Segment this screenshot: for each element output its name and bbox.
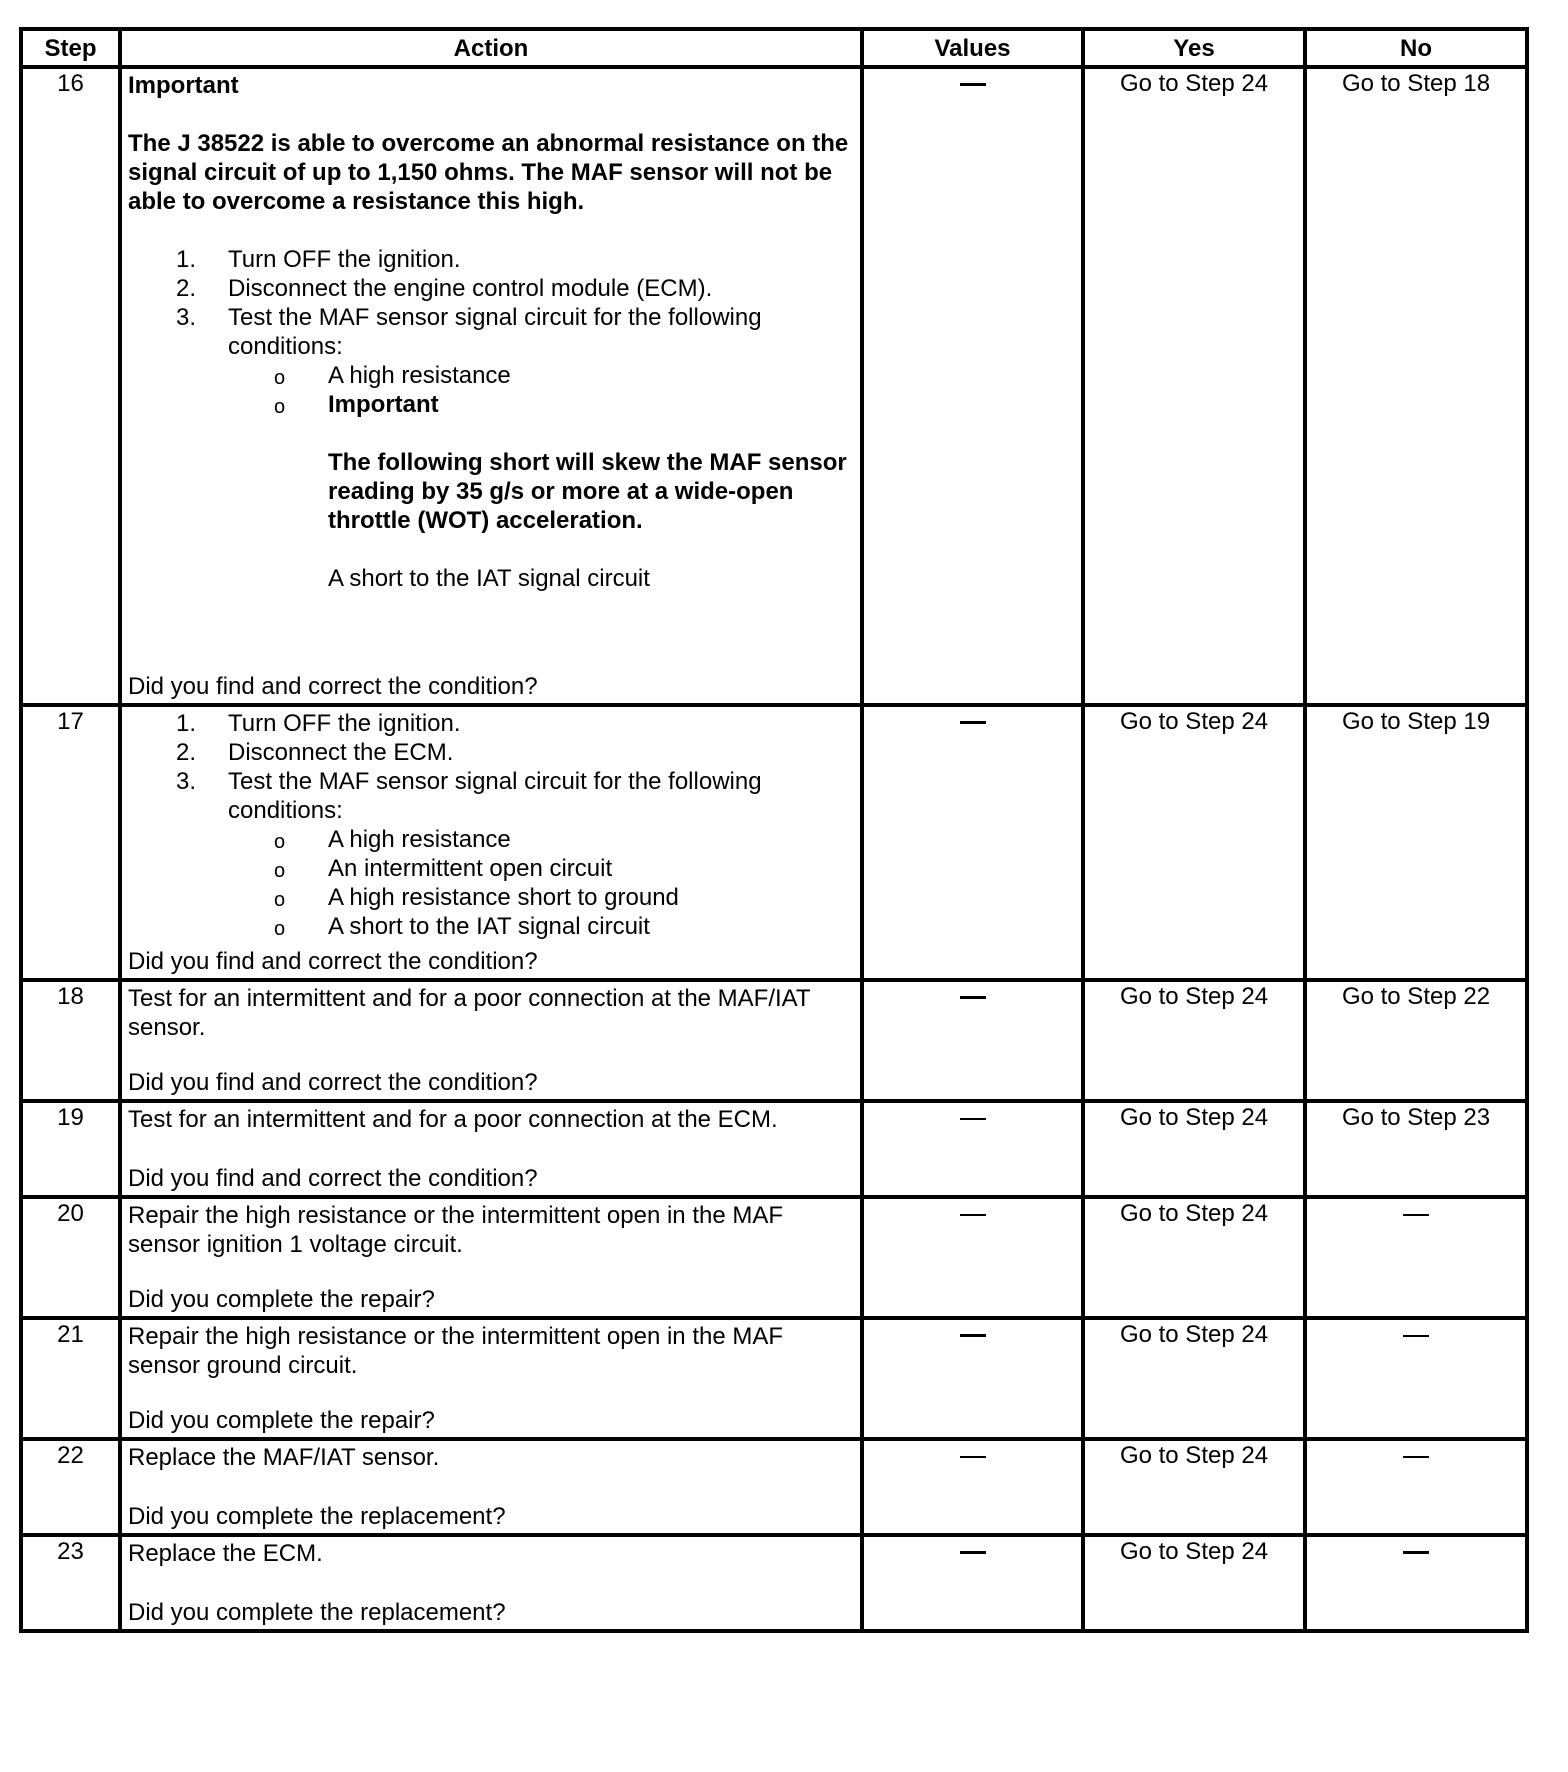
action-text: Test for an intermittent and for a poor connection at the MAF/IAT sensor. bbox=[128, 985, 811, 1041]
question-text: Did you complete the repair? bbox=[128, 1286, 435, 1313]
list-item: 1. Turn OFF the ignition. bbox=[176, 246, 461, 273]
action-cell bbox=[120, 705, 862, 980]
action-text: Test for an intermittent and for a poor connection at the ECM. bbox=[128, 1106, 778, 1133]
question-text: Did you find and correct the condition? bbox=[128, 948, 538, 975]
action-cell bbox=[120, 1318, 862, 1439]
header-step: Step bbox=[21, 29, 120, 67]
empty-value-dash bbox=[960, 721, 986, 724]
numbered-list bbox=[128, 709, 856, 941]
values-cell bbox=[862, 1318, 1083, 1439]
sub-list bbox=[228, 825, 856, 941]
action-cell bbox=[120, 1535, 862, 1631]
empty-value-dash bbox=[960, 1551, 986, 1554]
numbered-list bbox=[128, 245, 856, 593]
list-item: 1. Turn OFF the ignition. bbox=[176, 710, 461, 737]
action-text: Repair the high resistance or the intermittent open in the MAF sensor ground circuit. bbox=[128, 1323, 784, 1379]
action-cell bbox=[120, 980, 862, 1101]
list-item: 2. Disconnect the ECM. bbox=[176, 739, 454, 766]
table-row bbox=[21, 705, 1527, 980]
yes-cell: Go to Step 24 bbox=[1083, 980, 1305, 1101]
table-row bbox=[21, 980, 1527, 1101]
header-action: Action bbox=[120, 29, 862, 67]
empty-value-dash bbox=[960, 1456, 986, 1458]
yes-cell: Go to Step 24 bbox=[1083, 705, 1305, 980]
empty-value-dash bbox=[960, 1214, 986, 1216]
question-text: Did you complete the replacement? bbox=[128, 1503, 506, 1530]
step-number: 23 bbox=[21, 1535, 120, 1631]
sub-list-item: o Important The following short will skew the MAF sensor reading by 35 g/s or more at a wide-open throttle (WOT) acceleration. A short to the IAT signal circuit bbox=[274, 391, 847, 592]
sub-list-item: o A high resistance short to ground bbox=[274, 884, 679, 911]
list-item: 3. Test the MAF sensor signal circuit for the following conditions: o A high resistance o Important The following short will skew the MAF sensor reading by 35 g/s or more at a wide-open throttle (WOT) acceleration. A short to the IAT signal circuit bbox=[128, 303, 856, 593]
table-row bbox=[21, 67, 1527, 705]
header-no: No bbox=[1305, 29, 1527, 67]
question-text: Did you find and correct the condition? bbox=[128, 673, 538, 700]
empty-value-dash bbox=[1403, 1456, 1429, 1458]
no-cell bbox=[1305, 1318, 1527, 1439]
empty-value-dash bbox=[960, 1118, 986, 1120]
list-item: 2. Disconnect the engine control module (ECM). bbox=[176, 275, 713, 302]
yes-cell: Go to Step 24 bbox=[1083, 1101, 1305, 1197]
no-cell: Go to Step 22 bbox=[1305, 980, 1527, 1101]
yes-cell: Go to Step 24 bbox=[1083, 67, 1305, 705]
empty-value-dash bbox=[1403, 1214, 1429, 1216]
sub-list-item: o A high resistance bbox=[274, 362, 511, 389]
no-cell: Go to Step 18 bbox=[1305, 67, 1527, 705]
important-title: Important bbox=[128, 72, 239, 99]
values-cell bbox=[862, 705, 1083, 980]
table-row bbox=[21, 1318, 1527, 1439]
action-cell bbox=[120, 1197, 862, 1318]
action-text: Replace the ECM. bbox=[128, 1540, 323, 1567]
empty-value-dash bbox=[1403, 1551, 1429, 1554]
yes-cell: Go to Step 24 bbox=[1083, 1318, 1305, 1439]
values-cell bbox=[862, 1101, 1083, 1197]
action-text: Replace the MAF/IAT sensor. bbox=[128, 1444, 440, 1471]
table-header-row bbox=[21, 29, 1527, 67]
values-cell bbox=[862, 1439, 1083, 1535]
question-text: Did you complete the repair? bbox=[128, 1407, 435, 1434]
question-text: Did you find and correct the condition? bbox=[128, 1069, 538, 1096]
step-number: 22 bbox=[21, 1439, 120, 1535]
step-number: 21 bbox=[21, 1318, 120, 1439]
table-row bbox=[21, 1197, 1527, 1318]
empty-value-dash bbox=[1403, 1335, 1429, 1337]
yes-cell: Go to Step 24 bbox=[1083, 1197, 1305, 1318]
table-row bbox=[21, 1535, 1527, 1631]
important-text: The J 38522 is able to overcome an abnormal resistance on the signal circuit of up to 1,150 ohms. The MAF sensor will not be able to overcome a resistance this high. bbox=[128, 130, 849, 215]
yes-cell: Go to Step 24 bbox=[1083, 1439, 1305, 1535]
no-cell bbox=[1305, 1197, 1527, 1318]
question-text: Did you find and correct the condition? bbox=[128, 1165, 538, 1192]
sub-list-item: o An intermittent open circuit bbox=[274, 855, 613, 882]
values-cell bbox=[862, 1197, 1083, 1318]
diagnostic-table bbox=[19, 27, 1529, 1633]
values-cell bbox=[862, 1535, 1083, 1631]
step-number: 20 bbox=[21, 1197, 120, 1318]
values-cell bbox=[862, 980, 1083, 1101]
no-cell: Go to Step 23 bbox=[1305, 1101, 1527, 1197]
no-cell bbox=[1305, 1439, 1527, 1535]
action-text: Repair the high resistance or the intermittent open in the MAF sensor ignition 1 voltage circuit. bbox=[128, 1202, 784, 1258]
values-cell bbox=[862, 67, 1083, 705]
question-text: Did you complete the replacement? bbox=[128, 1599, 506, 1626]
no-cell bbox=[1305, 1535, 1527, 1631]
header-yes: Yes bbox=[1083, 29, 1305, 67]
empty-value-dash bbox=[960, 996, 986, 999]
step-number: 16 bbox=[21, 67, 120, 705]
header-values: Values bbox=[862, 29, 1083, 67]
action-cell bbox=[120, 1101, 862, 1197]
step-number: 18 bbox=[21, 980, 120, 1101]
step-number: 17 bbox=[21, 705, 120, 980]
list-item: 3. Test the MAF sensor signal circuit for the following conditions: o A high resistance o An intermittent open circuit o A high resistance short to ground o A short to the IAT signal circuit bbox=[128, 767, 856, 941]
table-row bbox=[21, 1101, 1527, 1197]
step-number: 19 bbox=[21, 1101, 120, 1197]
no-cell: Go to Step 19 bbox=[1305, 705, 1527, 980]
action-cell bbox=[120, 1439, 862, 1535]
action-cell bbox=[120, 67, 862, 705]
yes-cell: Go to Step 24 bbox=[1083, 1535, 1305, 1631]
empty-value-dash bbox=[960, 1334, 986, 1337]
sub-list-item: o A short to the IAT signal circuit bbox=[274, 913, 650, 940]
sub-list bbox=[228, 361, 856, 593]
sub-list-item: o A high resistance bbox=[274, 826, 511, 853]
table-row bbox=[21, 1439, 1527, 1535]
empty-value-dash bbox=[960, 83, 986, 86]
